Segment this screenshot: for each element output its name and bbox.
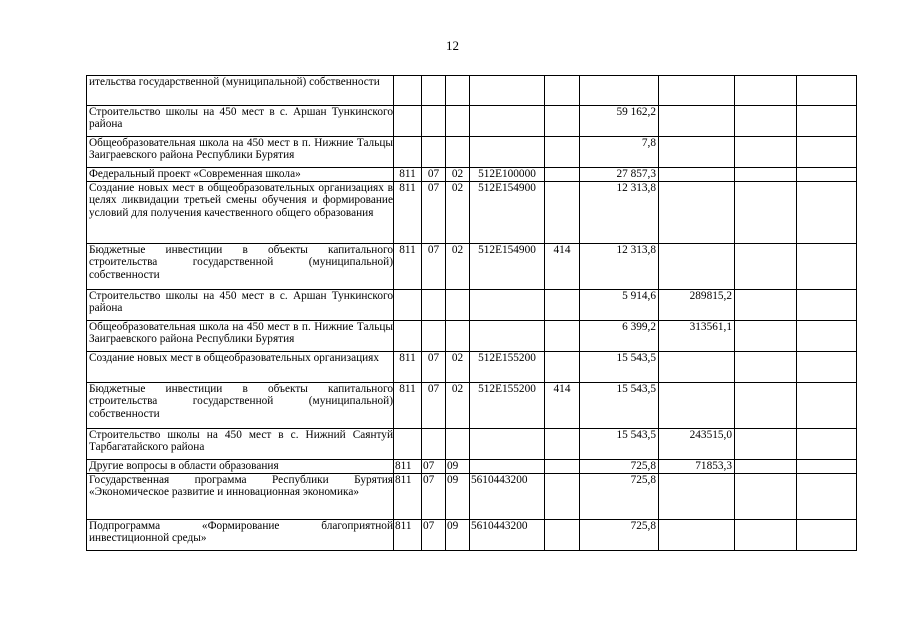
table-row [87, 383, 857, 429]
expense-type-cell [545, 460, 580, 474]
empty-cell [735, 76, 797, 106]
table-body [87, 76, 857, 551]
row-name-cell: Другие вопросы в области образования [87, 460, 394, 474]
row-name-cell: Создание новых мест в общеобразовательных организациях [87, 352, 394, 383]
expense-type-cell [545, 168, 580, 182]
empty-cell [797, 137, 857, 168]
row-name-cell: Строительство школы на 450 мест в с. Аршан Тункинского района [87, 290, 394, 321]
subsection-code-cell [446, 137, 470, 168]
amount-cell: 15 543,5 [580, 352, 659, 383]
amount-cell: 725,8 [580, 520, 659, 551]
section-code-cell: 07 [422, 460, 446, 474]
empty-cell [797, 244, 857, 290]
row-name-cell: Общеобразовательная школа на 450 мест в п. Нижние Тальцы Заиграевского района Республики Бурятия [87, 321, 394, 352]
amount-cell: 725,8 [580, 474, 659, 520]
ved-code-cell: 811 [394, 383, 422, 429]
expense-type-cell [545, 182, 580, 244]
amount-cell: 12 313,8 [580, 244, 659, 290]
row-name-cell: Подпрограмма «Формирование благоприятной инвестиционной среды» [87, 520, 394, 551]
expense-type-cell [545, 352, 580, 383]
subsection-code-cell: 02 [446, 352, 470, 383]
ved-code-cell: 811 [394, 168, 422, 182]
page-number: 12 [446, 38, 459, 53]
subsection-code-cell: 02 [446, 244, 470, 290]
subsection-code-cell: 02 [446, 383, 470, 429]
table-row [87, 321, 857, 352]
expense-type-cell: 414 [545, 383, 580, 429]
expense-type-cell [545, 137, 580, 168]
section-code-cell: 07 [422, 383, 446, 429]
ved-code-cell [394, 106, 422, 137]
expense-type-cell [545, 290, 580, 321]
section-code-cell [422, 106, 446, 137]
table-row [87, 352, 857, 383]
row-name-cell: Общеобразовательная школа на 450 мест в п. Нижние Тальцы Заиграевского района Республики Бурятия [87, 137, 394, 168]
empty-cell [735, 137, 797, 168]
row-name-cell: ительства государственной (муниципальной) собственности [87, 76, 394, 106]
empty-cell [735, 106, 797, 137]
empty-cell [797, 106, 857, 137]
row-name-cell: Строительство школы на 450 мест в с. Аршан Тункинского района [87, 106, 394, 137]
table-row [87, 76, 857, 106]
subsection-code-cell: 09 [446, 520, 470, 551]
section-code-cell [422, 429, 446, 460]
ved-code-cell [394, 137, 422, 168]
empty-cell [797, 474, 857, 520]
amount-cell: 5 914,6 [580, 290, 659, 321]
extra-amount-cell [659, 244, 735, 290]
table-row [87, 182, 857, 244]
ved-code-cell: 811 [394, 520, 422, 551]
ved-code-cell [394, 429, 422, 460]
section-code-cell [422, 76, 446, 106]
subsection-code-cell: 09 [446, 460, 470, 474]
extra-amount-cell: 71853,3 [659, 460, 735, 474]
extra-amount-cell: 289815,2 [659, 290, 735, 321]
empty-cell [735, 520, 797, 551]
ved-code-cell [394, 321, 422, 352]
empty-cell [735, 168, 797, 182]
table-row [87, 290, 857, 321]
target-article-cell [470, 429, 545, 460]
target-article-cell: 5610443200 [470, 474, 545, 520]
table-row [87, 460, 857, 474]
extra-amount-cell [659, 168, 735, 182]
table-row [87, 520, 857, 551]
extra-amount-cell [659, 137, 735, 168]
amount-cell: 15 543,5 [580, 383, 659, 429]
target-article-cell [470, 321, 545, 352]
section-code-cell: 07 [422, 168, 446, 182]
extra-amount-cell [659, 76, 735, 106]
ved-code-cell: 811 [394, 244, 422, 290]
subsection-code-cell [446, 290, 470, 321]
subsection-code-cell [446, 321, 470, 352]
target-article-cell: 512E155200 [470, 383, 545, 429]
empty-cell [735, 429, 797, 460]
ved-code-cell: 811 [394, 474, 422, 520]
row-name-cell: Бюджетные инвестиции в объекты капитального строительства государственной (муниципальной) собственности [87, 383, 394, 429]
extra-amount-cell [659, 182, 735, 244]
section-code-cell [422, 137, 446, 168]
amount-cell: 15 543,5 [580, 429, 659, 460]
amount-cell: 6 399,2 [580, 321, 659, 352]
amount-cell: 59 162,2 [580, 106, 659, 137]
section-code-cell: 07 [422, 244, 446, 290]
expense-type-cell [545, 520, 580, 551]
empty-cell [735, 352, 797, 383]
empty-cell [735, 290, 797, 321]
section-code-cell: 07 [422, 520, 446, 551]
section-code-cell: 07 [422, 182, 446, 244]
ved-code-cell: 811 [394, 460, 422, 474]
amount-cell [580, 76, 659, 106]
table-row [87, 106, 857, 137]
empty-cell [735, 182, 797, 244]
section-code-cell: 07 [422, 352, 446, 383]
target-article-cell [470, 106, 545, 137]
section-code-cell: 07 [422, 474, 446, 520]
target-article-cell [470, 290, 545, 321]
row-name-cell: Государственная программа Республики Бурятия «Экономическое развитие и инновационная экономика» [87, 474, 394, 520]
empty-cell [797, 168, 857, 182]
subsection-code-cell [446, 76, 470, 106]
target-article-cell [470, 76, 545, 106]
extra-amount-cell: 243515,0 [659, 429, 735, 460]
ved-code-cell: 811 [394, 352, 422, 383]
section-code-cell [422, 321, 446, 352]
empty-cell [797, 429, 857, 460]
target-article-cell: 512E154900 [470, 182, 545, 244]
extra-amount-cell [659, 383, 735, 429]
extra-amount-cell [659, 352, 735, 383]
table-row [87, 244, 857, 290]
table-row [87, 474, 857, 520]
empty-cell [797, 383, 857, 429]
extra-amount-cell [659, 106, 735, 137]
amount-cell: 7,8 [580, 137, 659, 168]
expense-type-cell [545, 106, 580, 137]
empty-cell [797, 321, 857, 352]
expense-type-cell [545, 321, 580, 352]
table-row [87, 168, 857, 182]
extra-amount-cell [659, 520, 735, 551]
target-article-cell: 5610443200 [470, 520, 545, 551]
empty-cell [735, 321, 797, 352]
empty-cell [735, 244, 797, 290]
empty-cell [797, 182, 857, 244]
ved-code-cell [394, 76, 422, 106]
subsection-code-cell: 02 [446, 182, 470, 244]
amount-cell: 725,8 [580, 460, 659, 474]
expense-type-cell: 414 [545, 244, 580, 290]
empty-cell [797, 460, 857, 474]
empty-cell [735, 460, 797, 474]
amount-cell: 12 313,8 [580, 182, 659, 244]
expense-type-cell [545, 429, 580, 460]
empty-cell [797, 290, 857, 321]
subsection-code-cell: 09 [446, 474, 470, 520]
extra-amount-cell [659, 474, 735, 520]
extra-amount-cell: 313561,1 [659, 321, 735, 352]
target-article-cell [470, 137, 545, 168]
subsection-code-cell: 02 [446, 168, 470, 182]
expense-type-cell [545, 474, 580, 520]
empty-cell [797, 520, 857, 551]
row-name-cell: Федеральный проект «Современная школа» [87, 168, 394, 182]
table-row [87, 137, 857, 168]
subsection-code-cell [446, 429, 470, 460]
ved-code-cell [394, 290, 422, 321]
empty-cell [735, 474, 797, 520]
ved-code-cell: 811 [394, 182, 422, 244]
amount-cell: 27 857,3 [580, 168, 659, 182]
section-code-cell [422, 290, 446, 321]
target-article-cell: 512E154900 [470, 244, 545, 290]
subsection-code-cell [446, 106, 470, 137]
target-article-cell: 512E155200 [470, 352, 545, 383]
row-name-cell: Создание новых мест в общеобразовательных организациях в целях ликвидации третьей смены обучения и формирование условий для получения качественного общего образования [87, 182, 394, 244]
budget-table [86, 75, 857, 551]
target-article-cell [470, 460, 545, 474]
empty-cell [797, 76, 857, 106]
row-name-cell: Бюджетные инвестиции в объекты капитального строительства государственной (муниципальной) собственности [87, 244, 394, 290]
empty-cell [735, 383, 797, 429]
table-row [87, 429, 857, 460]
empty-cell [797, 352, 857, 383]
target-article-cell: 512E100000 [470, 168, 545, 182]
row-name-cell: Строительство школы на 450 мест в с. Нижний Саянтуй Тарбагатайского района [87, 429, 394, 460]
expense-type-cell [545, 76, 580, 106]
